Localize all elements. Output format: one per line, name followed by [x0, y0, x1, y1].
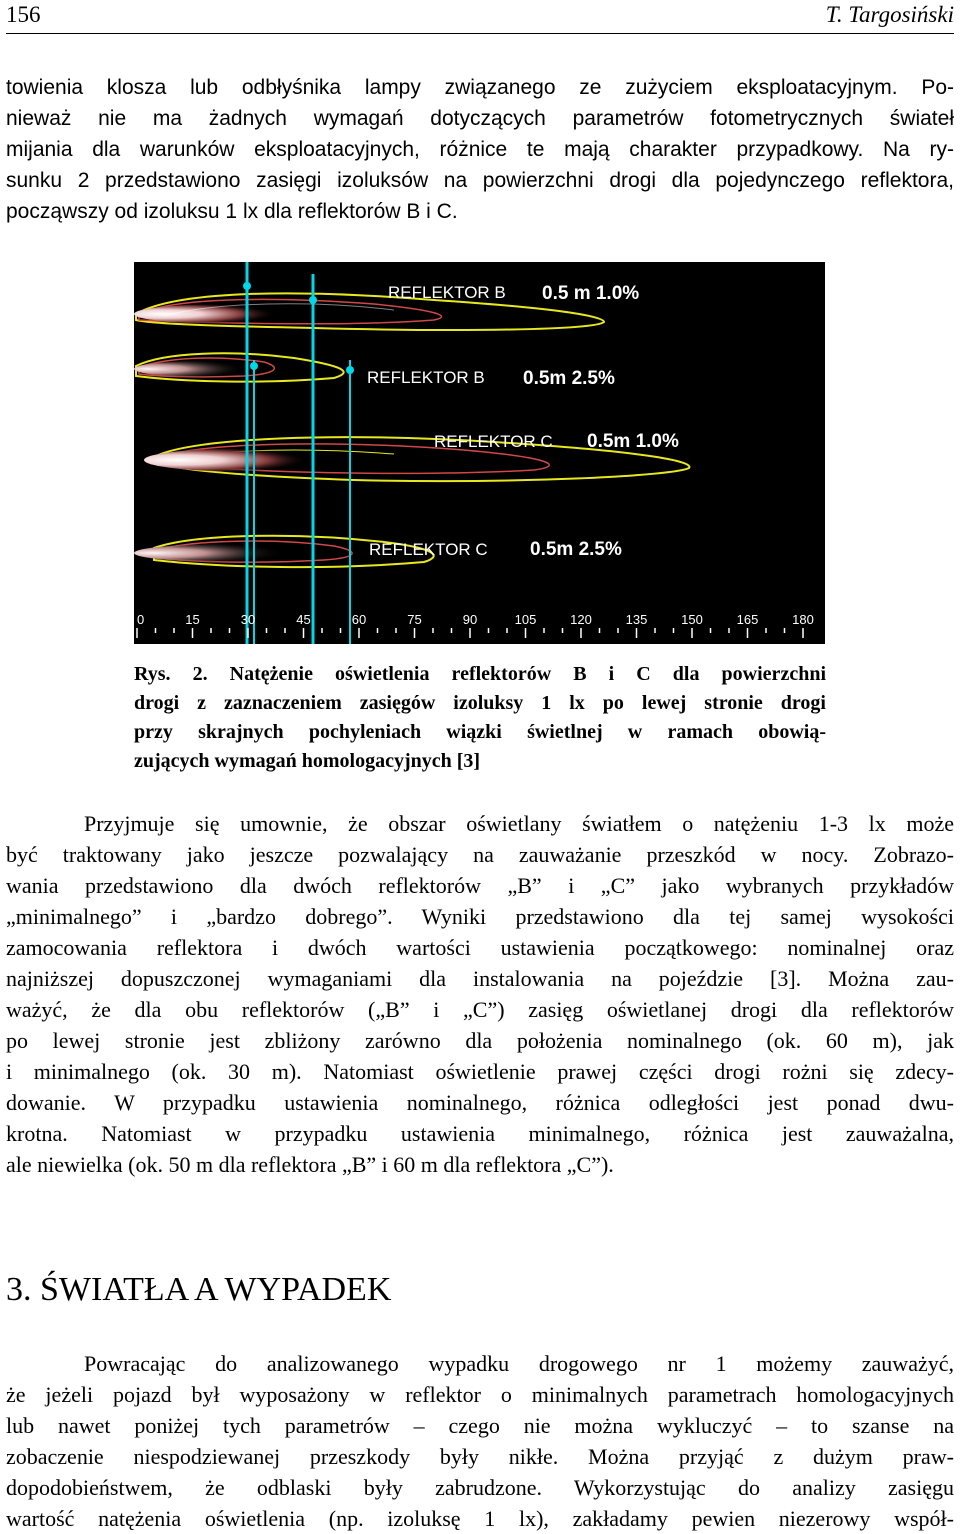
label-name: REFLEKTOR B — [367, 368, 485, 387]
figure-caption — [134, 660, 826, 776]
section-heading: 3. ŚWIATŁA A WYPADEK — [6, 1271, 392, 1308]
body-paragraph-1 — [6, 808, 954, 1180]
caption-line: zujących wymagań homologacyjnych [3] — [134, 750, 481, 772]
text-line: mijania dla warunków eksploatacyjnych, różnice te mają charakter przypadkowy. Na ry- — [6, 138, 954, 161]
text-line: sunku 2 przedstawiono zasięgi izoluksów na powierzchni drogi dla pojedynczego reflektora, — [6, 169, 954, 192]
label-value: 0.5m 2.5% — [530, 539, 622, 560]
beam-reflektor-b-1 — [134, 293, 604, 330]
axis-tick-label: 15 — [185, 612, 200, 627]
label-value: 0.5 m 1.0% — [542, 283, 640, 304]
intro-paragraph — [6, 72, 954, 227]
axis-tick-label: 60 — [351, 612, 367, 627]
axis-tick-label: 165 — [736, 612, 759, 627]
page-number: 156 — [6, 2, 41, 27]
page-header — [6, 0, 954, 36]
text-line: że jeżeli pojazd był wyposażony w reflektor o minimalnych parametrach homologacyjnych — [6, 1382, 954, 1407]
text-line: dowanie. W przypadku ustawienia nominalnego, różnica odległości jest ponad dwu- — [6, 1090, 954, 1115]
label-name: REFLEKTOR C — [369, 540, 488, 559]
text-line: ale niewielka (ok. 50 m dla reflektora „B” i 60 m dla reflektora „C”). — [6, 1152, 614, 1177]
text-line: ważyć, że dla obu reflektorów („B” i „C”) zasięg oświetlanej drogi dla reflektorów — [6, 997, 954, 1022]
text-line: zobaczenie niespodziewanej przeszkody były nikłe. Można przyjąć z dużym praw- — [6, 1444, 954, 1469]
text-line: Przyjmuje się umownie, że obszar oświetlany światłem o natężeniu 1-3 lx może — [84, 811, 954, 836]
label-name: REFLEKTOR C — [434, 432, 553, 451]
text-line: Powracając do analizowanego wypadku drogowego nr 1 możemy zauważyć, — [84, 1351, 954, 1376]
caption-line: przy skrajnych pochyleniach wiązki świetlnej w ramach obowią- — [134, 721, 826, 743]
text-line: po lewej stronie jest zbliżony zarówno dla położenia nominalnego (ok. 60 m), jak — [6, 1028, 954, 1053]
text-line: najniższej dopuszczonej wymaganiami dla instalowania na pojeździe [3]. Można zau- — [6, 966, 954, 991]
label-value: 0.5m 2.5% — [523, 368, 615, 389]
axis-tick-label: 30 — [240, 612, 256, 627]
label-value: 0.5m 1.0% — [587, 431, 679, 452]
text-line: krotna. Natomiast w przypadku ustawienia minimalnego, różnica jest zauważalna, — [6, 1121, 954, 1146]
caption-line: drogi z zaznaczeniem zasięgów izoluksy 1 lx po lewej stronie drogi — [134, 692, 826, 714]
axis-tick-label: 120 — [570, 612, 592, 627]
caption-line: Rys. 2. Natężenie oświetlenia reflektorów B i C dla powierzchni — [134, 663, 826, 685]
distance-axis — [137, 612, 814, 638]
header-rule — [6, 33, 954, 34]
text-line: nieważ nie ma żadnych wymagań dotyczących parametrów fotometrycznych świateł — [6, 107, 954, 130]
isolux-plot — [134, 262, 825, 644]
running-author: T. Targosiński — [825, 2, 954, 27]
axis-tick-label: 0 — [137, 612, 145, 627]
text-line: towienia klosza lub odbłyśnika lampy związanego ze zużyciem eksploatacyjnym. Po- — [6, 76, 954, 99]
isolux-figure — [134, 262, 825, 644]
text-line: „minimalnego” i „bardzo dobrego”. Wyniki przedstawiono dla tej samej wysokości — [6, 904, 954, 929]
axis-tick-label: 90 — [462, 612, 478, 627]
text-line: lub nawet poniżej tych parametrów – czego nie można wykluczyć – to szanse na — [6, 1413, 954, 1438]
axis-tick-label: 150 — [681, 612, 703, 627]
text-line: wania przedstawiono dla dwóch reflektorów „B” i „C” jako wybranych przykładów — [6, 873, 954, 898]
text-line: zamocowania reflektora i dwóch wartości ustawienia początkowego: nominalnej oraz — [6, 935, 954, 960]
body-paragraph-2 — [6, 1348, 954, 1534]
axis-tick-label: 45 — [296, 612, 311, 627]
axis-tick-label: 75 — [407, 612, 422, 627]
text-line: począwszy od izoluksu 1 lx dla reflektorów B i C. — [6, 200, 458, 223]
axis-tick-label: 180 — [792, 612, 814, 627]
axis-tick-label: 135 — [625, 612, 648, 627]
text-line: i minimalnego (ok. 30 m). Natomiast oświetlenie prawej części drogi rożni się zdecy- — [6, 1059, 954, 1084]
axis-tick-label: 105 — [514, 612, 537, 627]
figure-labels — [367, 283, 679, 560]
text-line: dopodobieństwem, że odblaski były zabrudzone. Wykorzystując do analizy zasięgu — [6, 1475, 954, 1500]
text-line: być traktowany jako jeszcze pozwalający na zauważanie przeszkód w nocy. Zobrazo- — [6, 842, 954, 867]
label-name: REFLEKTOR B — [388, 283, 506, 302]
text-line: wartość natężenia oświetlenia (np. izoluksę 1 lx), zakładamy pewien niezerowy współ- — [6, 1506, 954, 1531]
